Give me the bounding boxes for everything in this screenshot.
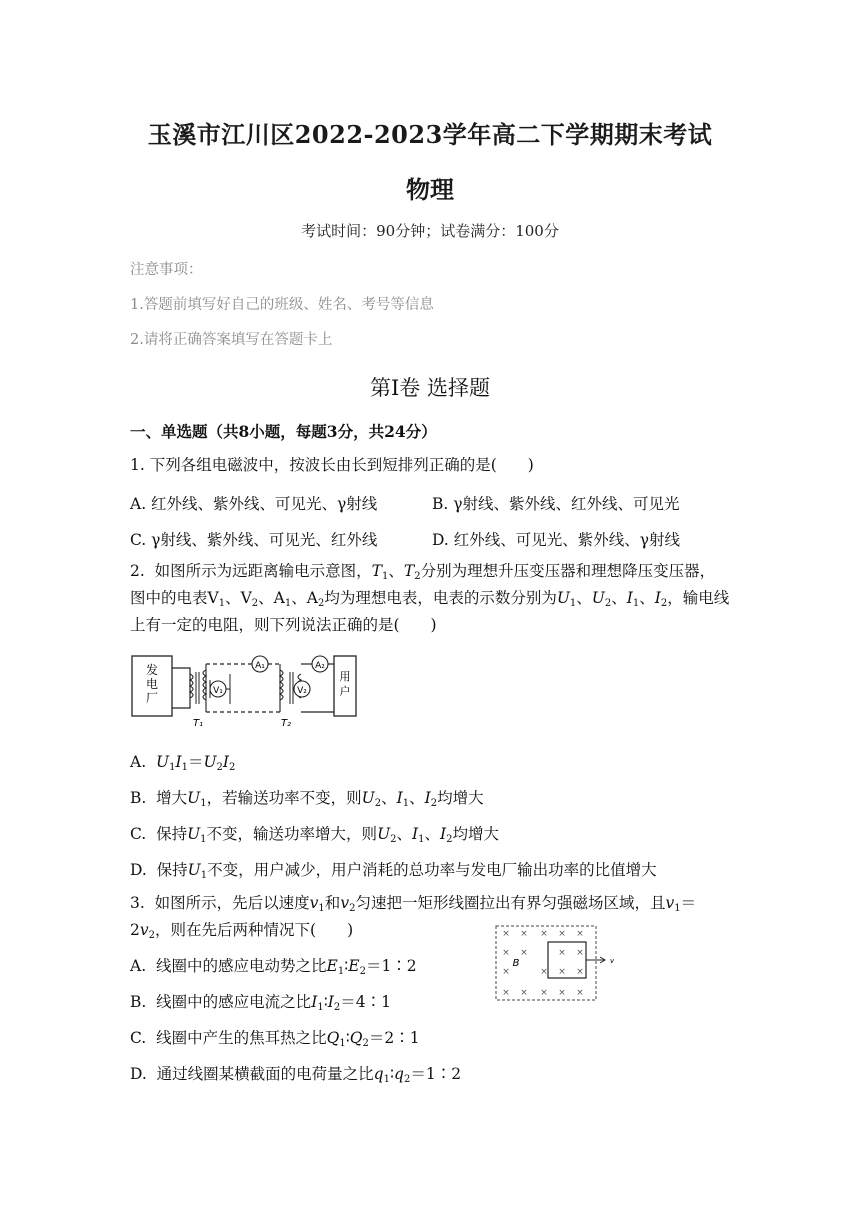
question-3-stem: 3. 如图所示，先后以速度$v_1$和$v_2$匀速把一矩形线圈拉出有界匀强磁场区域，且$v_1=2v_2$，则在先后两种情况下( ) bbox=[130, 894, 697, 941]
exam-info: 考试时间：90分钟；试卷满分：100分 bbox=[301, 222, 559, 240]
svg-text:×: × bbox=[558, 967, 566, 977]
part-title: 第Ⅰ卷 选择题 bbox=[370, 376, 490, 400]
question-1-option-c: C. γ射线、紫外线、可见光、红外线 bbox=[130, 531, 378, 549]
question-3-option-c: C. 线圈中产生的焦耳热之比$Q_1∶Q_2=2∶1$ bbox=[130, 1029, 420, 1049]
question-3-option-b: B. 线圈中的感应电流之比$I_1∶I_2=4∶1$ bbox=[130, 993, 391, 1013]
ammeter-a1-label: A₁ bbox=[255, 661, 265, 671]
transmission-diagram bbox=[130, 650, 358, 732]
svg-text:×: × bbox=[540, 967, 548, 977]
section-title: 一、单选题（共8小题，每题3分，共24分） bbox=[130, 422, 437, 441]
svg-text:×: × bbox=[502, 967, 510, 977]
generator-label-2: 电 bbox=[145, 677, 159, 691]
svg-text:×: × bbox=[502, 988, 510, 998]
svg-text:×: × bbox=[520, 988, 528, 998]
svg-text:×: × bbox=[540, 988, 548, 998]
user-label-2: 户 bbox=[339, 685, 351, 698]
question-2-option-b: B. 增大$U_1$，若输送功率不变，则$U_2$、$I_1$、$I_2$均增大 bbox=[130, 789, 484, 809]
question-3-option-d: D. 通过线圈某横截面的电荷量之比$q_1∶q_2=1∶2$ bbox=[130, 1065, 462, 1085]
generator-label-3: 厂 bbox=[145, 691, 159, 705]
exam-title: 玉溪市江川区2022-2023学年高二下学期期末考试 bbox=[147, 120, 713, 149]
field-b-label: B bbox=[512, 958, 520, 969]
magnetic-field-diagram bbox=[494, 922, 618, 1012]
svg-text:×: × bbox=[576, 948, 584, 958]
question-2-option-c: C. 保持$U_1$不变，输送功率增大，则$U_2$、$I_1$、$I_2$均增大 bbox=[130, 825, 500, 845]
svg-text:×: × bbox=[576, 967, 584, 977]
user-label-1: 用 bbox=[339, 670, 351, 683]
question-2-stem: 2. 如图所示为远距离输电示意图，$T_1$、$T_2$分别为理想升压变压器和理想降压变压器，图中的电表$V_1$、$V_2$、$A_1$、$A_2$均为理想电表，电表的示数分别为$U_1$、$U_2$、$I_1$、$I_2$，输电线上有一定的电阻，则下列说法正确的是( ) bbox=[130, 562, 730, 634]
notice-item: 2.请将正确答案填写在答题卡上 bbox=[130, 332, 333, 348]
ammeter-a2-label: A₂ bbox=[315, 661, 325, 671]
question-1-option-d: D. 红外线、可见光、紫外线、γ射线 bbox=[432, 531, 680, 549]
svg-text:×: × bbox=[576, 929, 584, 939]
svg-text:×: × bbox=[502, 929, 510, 939]
notice-item: 1.答题前填写好自己的班级、姓名、考号等信息 bbox=[130, 297, 434, 313]
svg-text:×: × bbox=[558, 948, 566, 958]
transformer-t1-label: T₁ bbox=[192, 718, 204, 729]
svg-text:×: × bbox=[520, 948, 528, 958]
notice-heading: 注意事项： bbox=[130, 262, 203, 278]
question-1-stem: 1. 下列各组电磁波中，按波长由长到短排列正确的是( ) bbox=[130, 456, 534, 474]
question-2-option-d: D. 保持$U_1$不变，用户减少，用户消耗的总功率与发电厂输出功率的比值增大 bbox=[130, 861, 657, 881]
svg-text:×: × bbox=[502, 948, 510, 958]
velocity-label: v bbox=[610, 957, 615, 965]
question-3-option-a: A. 线圈中的感应电动势之比$E_1∶E_2=1∶2$ bbox=[130, 957, 417, 977]
svg-text:×: × bbox=[520, 929, 528, 939]
generator-label-1: 发 bbox=[145, 663, 159, 677]
voltmeter-v2-label: V₂ bbox=[297, 686, 307, 696]
question-2-option-a: A. $U_1I_1=U_2I_2$ bbox=[130, 753, 236, 773]
question-1-option-b: B. γ射线、紫外线、红外线、可见光 bbox=[432, 495, 680, 513]
svg-text:×: × bbox=[558, 929, 566, 939]
question-1-option-a: A. 红外线、紫外线、可见光、γ射线 bbox=[130, 495, 378, 513]
svg-text:×: × bbox=[576, 988, 584, 998]
subject-title: 物理 bbox=[406, 175, 454, 204]
voltmeter-v1-label: V₁ bbox=[213, 686, 223, 696]
svg-text:×: × bbox=[540, 929, 548, 939]
svg-text:×: × bbox=[558, 988, 566, 998]
transformer-t2-label: T₂ bbox=[280, 718, 292, 729]
